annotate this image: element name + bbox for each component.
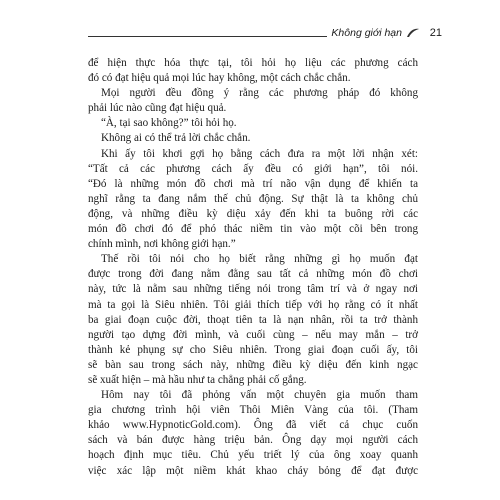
body-text bbox=[88, 56, 418, 479]
text-line: Thế rồi tôi nói cho họ biết rằng những gì họ muốn đạt bbox=[101, 253, 418, 266]
text-line: được trong đời đang nằm đằng sau tất cả những món đồ chơi bbox=[88, 268, 418, 281]
text-line: việc xác lập một niềm khát khao cháy bỏng để đạt được bbox=[88, 464, 418, 477]
text-line: đó có đạt hiệu quả mọi lúc hay không, một cách chắc chắn. bbox=[88, 72, 351, 85]
text-line: nghĩ rằng ta đang nắm thế chủ động. Sự thật là ta không chủ bbox=[88, 192, 418, 205]
text-line: hoạch định mục tiêu. Chủ yếu triết lý của ông xoay quanh bbox=[88, 449, 418, 462]
text-line: chính mình, nơi không giới hạn.” bbox=[88, 238, 236, 251]
page-number: 21 bbox=[429, 27, 442, 39]
text-line: để hiện thực hóa thực tại, tôi hỏi họ liệu các phương cách bbox=[88, 57, 418, 69]
header-rule bbox=[88, 36, 362, 37]
text-line: này, tức là nằm sau những tiếng nói trong tâm trí và ở ngay nơi bbox=[88, 283, 418, 296]
text-line: ba giai đoạn cuộc đời, thoạt tiên ta là nạn nhân, rồi ta trở thành bbox=[88, 313, 418, 326]
text-line: Hôm nay tôi đã phỏng vấn một chuyên gia muốn tham bbox=[101, 389, 418, 402]
swoosh-ornament-icon bbox=[406, 27, 420, 39]
text-line: Khi ấy tôi khơi gợi họ bằng cách đưa ra một lời nhận xét: bbox=[101, 147, 418, 160]
text-line: sẽ bàn sau trong sách này, những điều kỳ diệu đến kinh ngạc bbox=[88, 358, 418, 371]
text-line: sẽ xuất hiện – mà hầu như ta chẳng phải cố gắng. bbox=[88, 373, 307, 386]
text-line: gia chương trình hội viên Thôi Miên Vàng của tôi. (Tham bbox=[88, 404, 418, 417]
chapter-title: Không giới hạn bbox=[327, 26, 406, 40]
text-line: “Đó là những món đồ chơi mà trí não vận dụng để khiến ta bbox=[88, 177, 418, 190]
text-line: Không ai có thể trả lời chắc chắn. bbox=[101, 132, 251, 145]
text-line: khảo www.HypnoticGold.com). Ông đã viết cả chục cuốn bbox=[88, 419, 418, 432]
text-line: mà ta gọi là Siêu nhiên. Tôi giải thích tiếp với họ rằng có ít nhất bbox=[88, 298, 418, 311]
text-line: thành kẻ phụng sự cho Siêu nhiên. Trong giai đoạn cuối ấy, tôi bbox=[88, 343, 418, 356]
running-head bbox=[88, 26, 442, 40]
text-line: sách và bán được hàng triệu bản. Ông dạy mọi người cách bbox=[88, 434, 418, 447]
text-line: phải lúc nào cũng đạt hiệu quả. bbox=[88, 102, 227, 115]
text-line: “À, tại sao không?” tôi hỏi họ. bbox=[101, 117, 237, 130]
text-line: “Tất cả các phương cách ấy đều có giới hạn”, tôi nói. bbox=[88, 162, 418, 175]
text-line: người tạo dựng đời mình, và cuối cùng – nếu may mắn – trở bbox=[88, 328, 418, 341]
text-line: Mọi người đều đồng ý rằng các phương pháp đó không bbox=[101, 87, 418, 100]
text-line: món đồ chơi đó để phó thác niềm tin vào một cõi bên trong bbox=[88, 223, 418, 236]
text-line: động, và những điều kỳ diệu xảy đến khi ta buông rời các bbox=[88, 207, 418, 220]
